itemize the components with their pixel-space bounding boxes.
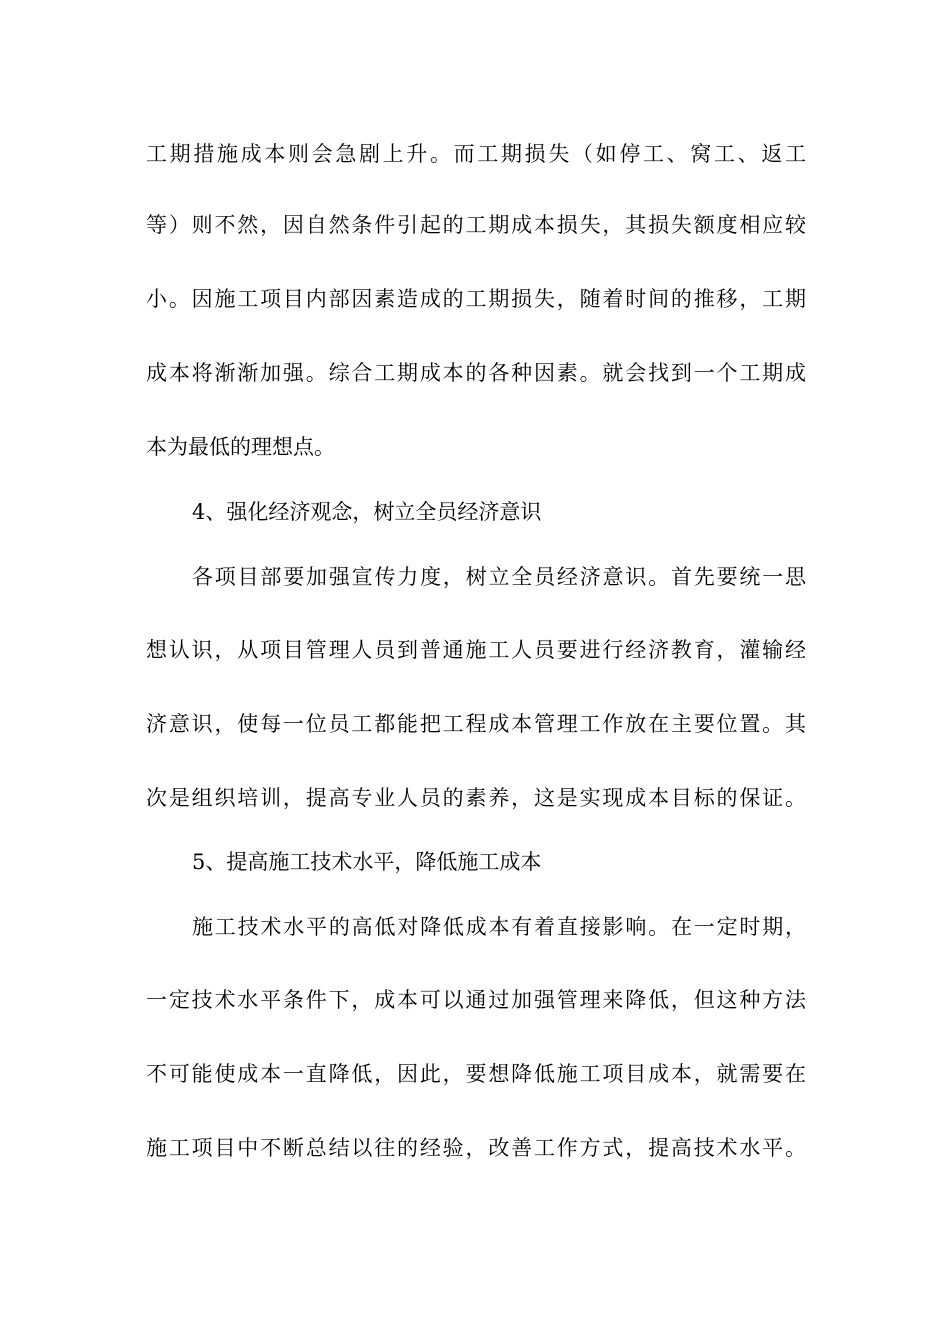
section-heading-4: 4、强化经济观念，树立全员经济意识 — [192, 500, 542, 524]
section-heading-5: 5、提高施工技术水平，降低施工成本 — [192, 850, 542, 874]
paragraph-line-4: 成本将渐渐加强。综合工期成本的各种因素。就会找到一个工期成 — [146, 361, 806, 385]
paragraph-line-11: 一定技术水平条件下，成本可以通过加强管理来降低，但这种方法 — [146, 988, 806, 1012]
paragraph-line-7: 想认识，从项目管理人员到普通施工人员要进行经济教育，灌输经 — [146, 638, 806, 662]
paragraph-line-9: 次是组织培训，提高专业人员的素养，这是实现成本目标的保证。 — [146, 786, 806, 810]
paragraph-line-8: 济意识，使每一位员工都能把工程成本管理工作放在主要位置。其 — [146, 712, 806, 736]
paragraph-line-2: 等）则不然，因自然条件引起的工期成本损失，其损失额度相应较 — [146, 213, 806, 237]
paragraph-line-3: 小。因施工项目内部因素造成的工期损失，随着时间的推移，工期 — [146, 287, 806, 311]
paragraph-line-12: 不可能使成本一直降低，因此，要想降低施工项目成本，就需要在 — [146, 1062, 806, 1086]
paragraph-line-6: 各项目部要加强宣传力度，树立全员经济意识。首先要统一思 — [192, 565, 806, 589]
paragraph-line-13: 施工项目中不断总结以往的经验，改善工作方式，提高技术水平。 — [146, 1136, 806, 1160]
paragraph-line-5: 本为最低的理想点。 — [146, 435, 335, 459]
paragraph-line-10: 施工技术水平的高低对降低成本有着直接影响。在一定时期， — [192, 915, 806, 939]
paragraph-line-1: 工期措施成本则会急剧上升。而工期损失（如停工、窝工、返工 — [146, 142, 806, 166]
